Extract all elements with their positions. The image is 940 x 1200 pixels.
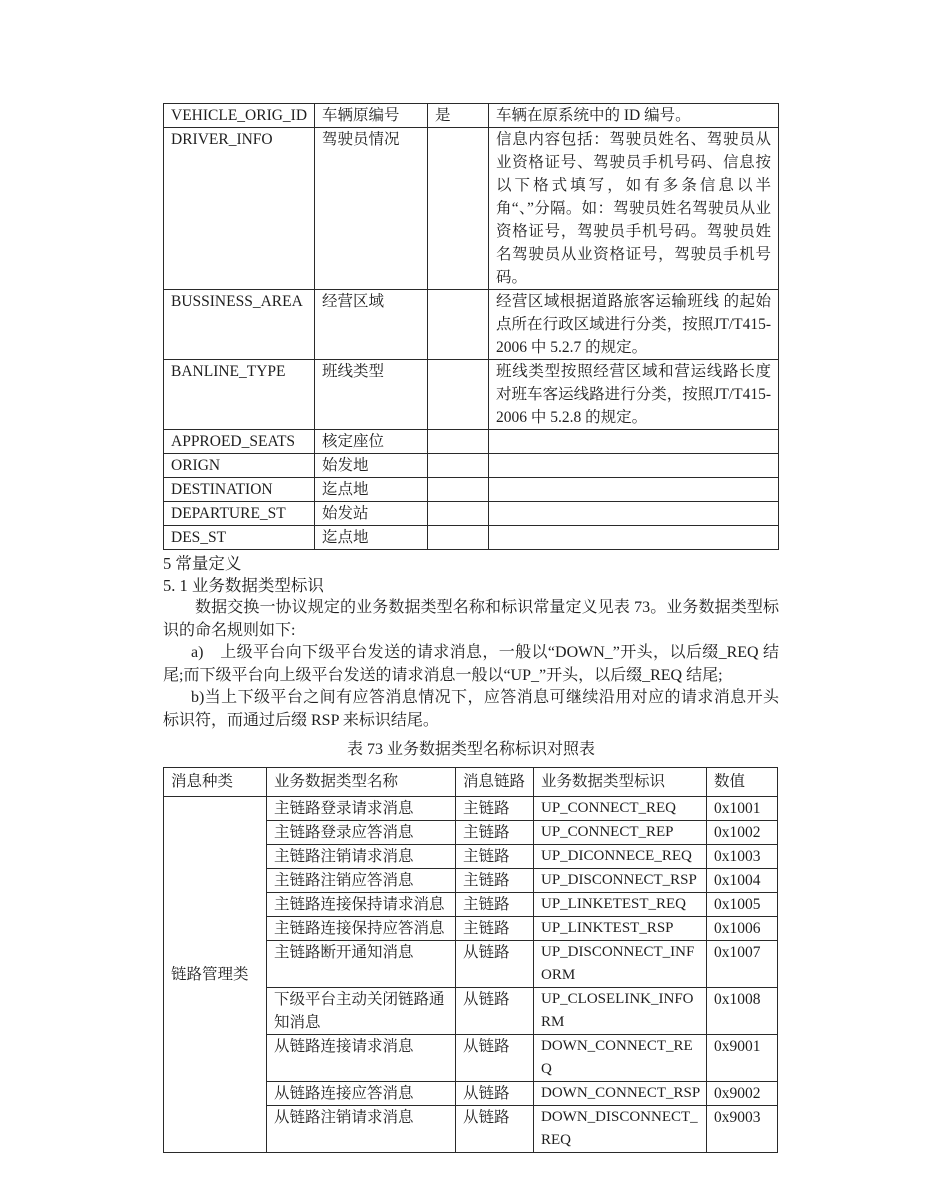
field-desc-cell [489,526,779,550]
message-table-body [164,797,778,1153]
message-id-cell: UP_DISCONNECT_RSP [534,869,707,893]
message-name-cell: 主链路登录应答消息 [267,821,456,845]
field-desc-cell: 经营区域根据道路旅客运输班线 的起始点所在行政区域进行分类，按照JT/T415-2006 中 5.2.7 的规定。 [489,290,779,360]
field-table-row [164,104,779,128]
field-required-cell [428,360,489,430]
message-link-cell: 从链路 [456,1106,534,1153]
field-required-cell [428,502,489,526]
field-required-cell: 是 [428,104,489,128]
field-cn-name-cell: 迄点地 [315,478,428,502]
message-table-header-cell: 业务数据类型名称 [267,768,456,797]
message-table-row [164,797,778,821]
message-id-cell: DOWN_DISCONNECT_REQ [534,1106,707,1153]
naming-rule-item-a: a) 上级平台向下级平台发送的请求消息，一般以“DOWN_”开头，以后缀_REQ 结尾;而下级平台向上级平台发送的请求消息一般以“UP_”开头，以后缀_REQ 结尾; [163,644,779,684]
message-value-cell: 0x9002 [707,1082,778,1106]
message-category-cell: 链路管理类 [164,797,267,1153]
message-value-cell: 0x1008 [707,988,778,1035]
field-cn-name-cell: 班线类型 [315,360,428,430]
message-table-header-row [164,768,778,797]
field-cn-name-cell: 始发站 [315,502,428,526]
message-table-header-cell: 业务数据类型标识 [534,768,707,797]
message-value-cell: 0x1003 [707,845,778,869]
field-id-cell: ORIGN [164,454,315,478]
field-id-cell: BUSSINESS_AREA [164,290,315,360]
message-id-cell: UP_DISCONNECT_INFORM [534,941,707,988]
message-id-cell: DOWN_CONNECT_RSP [534,1082,707,1106]
message-value-cell: 0x1002 [707,821,778,845]
field-cn-name-cell: 始发地 [315,454,428,478]
message-name-cell: 下级平台主动关闭链路通知消息 [267,988,456,1035]
message-type-table [163,767,778,1153]
message-name-cell: 从链路连接应答消息 [267,1082,456,1106]
field-cn-name-cell: 驾驶员情况 [315,128,428,290]
field-required-cell [428,526,489,550]
field-cn-name-cell: 车辆原编号 [315,104,428,128]
message-name-cell: 从链路注销请求消息 [267,1106,456,1153]
field-table-row [164,290,779,360]
message-name-cell: 主链路连接保持请求消息 [267,893,456,917]
field-table-row [164,526,779,550]
message-id-cell: UP_CLOSELINK_INFORM [534,988,707,1035]
table-73-caption: 表 73 业务数据类型名称标识对照表 [346,741,595,758]
section-5-heading: 5 常量定义 [163,554,242,573]
field-id-cell: APPROED_SEATS [164,430,315,454]
message-table-header-cell: 消息种类 [164,768,267,797]
section-5-1-heading: 5. 1 业务数据类型标识 [163,576,324,595]
message-link-cell: 主链路 [456,845,534,869]
field-desc-cell: 车辆在原系统中的 ID 编号。 [489,104,779,128]
message-id-cell: UP_CONNECT_REQ [534,797,707,821]
field-id-cell: DESTINATION [164,478,315,502]
message-id-cell: UP_CONNECT_REP [534,821,707,845]
message-name-cell: 主链路登录请求消息 [267,797,456,821]
message-value-cell: 0x9001 [707,1035,778,1082]
message-value-cell: 0x1004 [707,869,778,893]
field-cn-name-cell: 迄点地 [315,526,428,550]
field-table-row [164,478,779,502]
message-link-cell: 主链路 [456,821,534,845]
field-table-row [164,128,779,290]
field-table-row [164,360,779,430]
message-table-header-cell: 消息链路 [456,768,534,797]
message-name-cell: 主链路断开通知消息 [267,941,456,988]
message-value-cell: 0x1006 [707,917,778,941]
message-link-cell: 从链路 [456,941,534,988]
field-id-cell: VEHICLE_ORIG_ID [164,104,315,128]
message-name-cell: 主链路注销应答消息 [267,869,456,893]
section-text-block [163,553,779,761]
field-table-body [164,104,779,550]
field-desc-cell [489,454,779,478]
field-cn-name-cell: 核定座位 [315,430,428,454]
message-id-cell: UP_LINKTEST_RSP [534,917,707,941]
field-required-cell [428,478,489,502]
field-desc-cell: 班线类型按照经营区域和营运线路长度对班车客运线路进行分类，按照JT/T415-2006 中 5.2.8 的规定。 [489,360,779,430]
message-link-cell: 主链路 [456,869,534,893]
field-id-cell: DEPARTURE_ST [164,502,315,526]
message-id-cell: UP_LINKETEST_REQ [534,893,707,917]
field-table-row [164,454,779,478]
message-value-cell: 0x1007 [707,941,778,988]
message-id-cell: DOWN_CONNECT_REQ [534,1035,707,1082]
message-name-cell: 从链路连接请求消息 [267,1035,456,1082]
message-link-cell: 主链路 [456,893,534,917]
field-id-cell: DRIVER_INFO [164,128,315,290]
message-link-cell: 从链路 [456,988,534,1035]
message-value-cell: 0x9003 [707,1106,778,1153]
message-value-cell: 0x1001 [707,797,778,821]
field-table-row [164,502,779,526]
field-desc-cell: 信息内容包括：驾驶员姓名、驾驶员从业资格证号、驾驶员手机号码、信息按以下格式填写，如有多条信息以半角“、”分隔。如：驾驶员姓名驾驶员从业资格证号，驾驶员手机号码。驾驶员姓名驾驶员从业资格证号，驾驶员手机号码。 [489,128,779,290]
message-link-cell: 从链路 [456,1082,534,1106]
field-cn-name-cell: 经营区域 [315,290,428,360]
message-link-cell: 从链路 [456,1035,534,1082]
message-link-cell: 主链路 [456,917,534,941]
field-desc-cell [489,478,779,502]
page-content [163,103,779,1153]
message-value-cell: 0x1005 [707,893,778,917]
message-table-header-cell: 数值 [707,768,778,797]
field-desc-cell [489,502,779,526]
message-name-cell: 主链路连接保持应答消息 [267,917,456,941]
naming-rule-item-b: b)当上下级平台之间有应答消息情况下，应答消息可继续沿用对应的请求消息开头标识符，而通过后缀 RSP 来标识结尾。 [163,689,779,729]
message-id-cell: UP_DICONNECE_REQ [534,845,707,869]
field-definition-table [163,103,779,550]
field-table-row [164,430,779,454]
field-required-cell [428,290,489,360]
field-required-cell [428,128,489,290]
message-name-cell: 主链路注销请求消息 [267,845,456,869]
field-required-cell [428,454,489,478]
field-id-cell: DES_ST [164,526,315,550]
intro-paragraph: 数据交换一协议规定的业务数据类型名称和标识常量定义见表 73。业务数据类型标识的命名规则如下: [163,599,779,639]
field-id-cell: BANLINE_TYPE [164,360,315,430]
message-link-cell: 主链路 [456,797,534,821]
field-required-cell [428,430,489,454]
field-desc-cell [489,430,779,454]
